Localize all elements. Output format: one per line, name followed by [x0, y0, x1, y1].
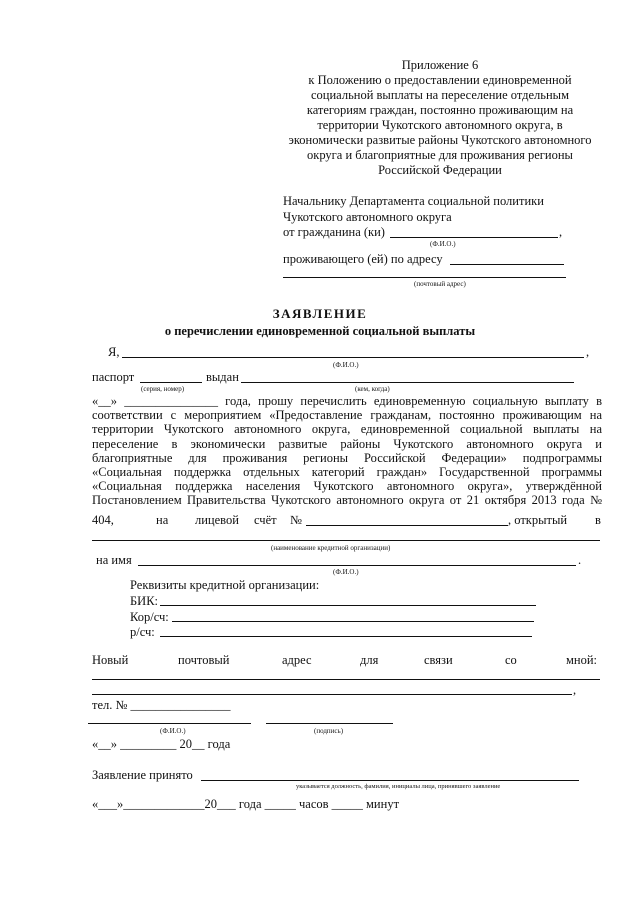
korsch-label: Кор/сч: [130, 610, 169, 624]
document-title: ЗАЯВЛЕНИЕ [272, 306, 368, 321]
paragraph-line: территории Чукотского автономного округа, единовременной социальной выплаты на [92, 422, 602, 437]
passport-number-field[interactable] [140, 382, 202, 383]
accepted-label: Заявление принято [92, 768, 193, 782]
decree-number: 404, [92, 513, 114, 527]
comma: , [573, 683, 577, 697]
paragraph-line: «Социальная поддержка отдельных категорий граждан» Государственной программы [92, 465, 602, 480]
paragraph-line: «Социальная поддержка населения Чукотского автономного округа», утверждённой [92, 479, 602, 494]
series-caption: (серия, номер) [141, 385, 185, 393]
fio-caption: (Ф.И.О.) [333, 568, 359, 576]
paragraph-line: соответствии с мероприятием «Предоставление гражданам, постоянно проживающим на [92, 408, 602, 423]
bank-name-field[interactable] [92, 540, 600, 541]
signature-caption: (подпись) [314, 727, 344, 735]
new-address-word: почтовый [178, 653, 230, 667]
phone-field[interactable]: тел. № ________________ [92, 698, 231, 712]
bik-label: БИК: [130, 594, 159, 608]
paragraph-line: переселение в экономически развитые районы Чукотского автономного округа и [92, 436, 602, 451]
rsch-label: р/сч: [130, 625, 155, 639]
by-whom-caption: (кем, когда) [355, 385, 390, 393]
passport-issued-field[interactable] [241, 382, 574, 383]
new-address-word: мной: [566, 653, 598, 667]
paragraph-line: Постановлением Правительства Чукотского автономного округа от 21 октября 2013 года № [92, 493, 602, 508]
new-address-word: со [505, 653, 517, 667]
bik-field[interactable] [160, 605, 536, 606]
paragraph-line: «__» _______________ года, прошу перечислить единовременную социальную выплату в [92, 394, 602, 408]
in-name-label: на имя [96, 553, 132, 567]
bank-details-title: Реквизиты кредитной организации: [130, 578, 320, 592]
applicant-fio-field[interactable] [122, 357, 584, 358]
word-number: № [290, 513, 302, 527]
bank-name-caption: (наименование кредитной организации) [271, 544, 391, 552]
accepted-date-field[interactable]: «___»_____________20___ года _____ часов _____ минут [92, 797, 400, 811]
appendix-line: Российской Федерации [378, 163, 502, 177]
fio-caption: (Ф.И.О.) [430, 240, 456, 248]
korsch-field[interactable] [172, 621, 534, 622]
new-address-word: для [360, 653, 379, 667]
rsch-field[interactable] [160, 636, 532, 637]
new-address-word: адрес [282, 653, 312, 667]
word-opened: , открытый [508, 513, 568, 527]
appendix-line: территории Чукотского автономного округа, в [317, 118, 563, 132]
appendix-line: округа и благоприятные для проживания регионы [307, 148, 573, 162]
document-subtitle: о перечислении единовременной социальной выплаты [164, 324, 476, 338]
appendix-line: к Положению о предоставлении единовременной [308, 73, 572, 87]
addressee-line: Чукотского автономного округа [283, 210, 452, 224]
ya-label: Я, [108, 345, 120, 359]
new-address-field-2[interactable] [92, 694, 572, 695]
paragraph-line: благоприятные для проживания регионы Российской Федерации» подпрограммы [92, 450, 602, 465]
word-account: счёт [254, 513, 277, 527]
period: . [578, 553, 582, 567]
new-address-word: связи [424, 653, 453, 667]
word-personal: лицевой [195, 513, 239, 527]
issued-label: выдан [206, 370, 239, 384]
postal-address-caption: (почтовый адрес) [414, 280, 466, 288]
postal-address-field[interactable] [283, 277, 566, 278]
from-citizen-field[interactable] [390, 237, 558, 238]
comma: , [586, 345, 590, 359]
signature-fio-field[interactable] [88, 723, 251, 724]
accepted-by-field[interactable] [201, 780, 579, 781]
request-paragraph [92, 394, 602, 508]
accepted-by-caption: указывается должность, фамилия, инициалы лица, принявшего заявление [296, 783, 501, 790]
account-number-field[interactable] [306, 525, 508, 526]
comma: , [559, 225, 563, 239]
appendix-line: социальной выплаты на переселение отдельным [311, 88, 569, 102]
addressee-line: Начальнику Департамента социальной политики [283, 194, 544, 208]
word-on: на [156, 513, 169, 527]
signature-field[interactable] [266, 723, 393, 724]
appendix-line: Приложение 6 [401, 58, 479, 72]
new-address-field-1[interactable] [92, 679, 600, 680]
word-in: в [595, 513, 601, 527]
residing-address-field[interactable] [450, 264, 564, 265]
from-citizen-label: от гражданина (ки) [283, 225, 385, 239]
fio-caption: (Ф.И.О.) [333, 361, 359, 369]
passport-label: паспорт [92, 370, 135, 384]
appendix-line: категориям граждан, постоянно проживающим на [306, 103, 574, 117]
new-address-word: Новый [92, 653, 129, 667]
residing-label: проживающего (ей) по адресу [283, 252, 443, 266]
signature-date-field[interactable]: «__» _________ 20__ года [92, 737, 231, 751]
recipient-fio-field[interactable] [138, 565, 576, 566]
fio-caption: (Ф.И.О.) [160, 727, 186, 735]
appendix-line: экономически развитые районы Чукотского автономного [288, 133, 592, 147]
